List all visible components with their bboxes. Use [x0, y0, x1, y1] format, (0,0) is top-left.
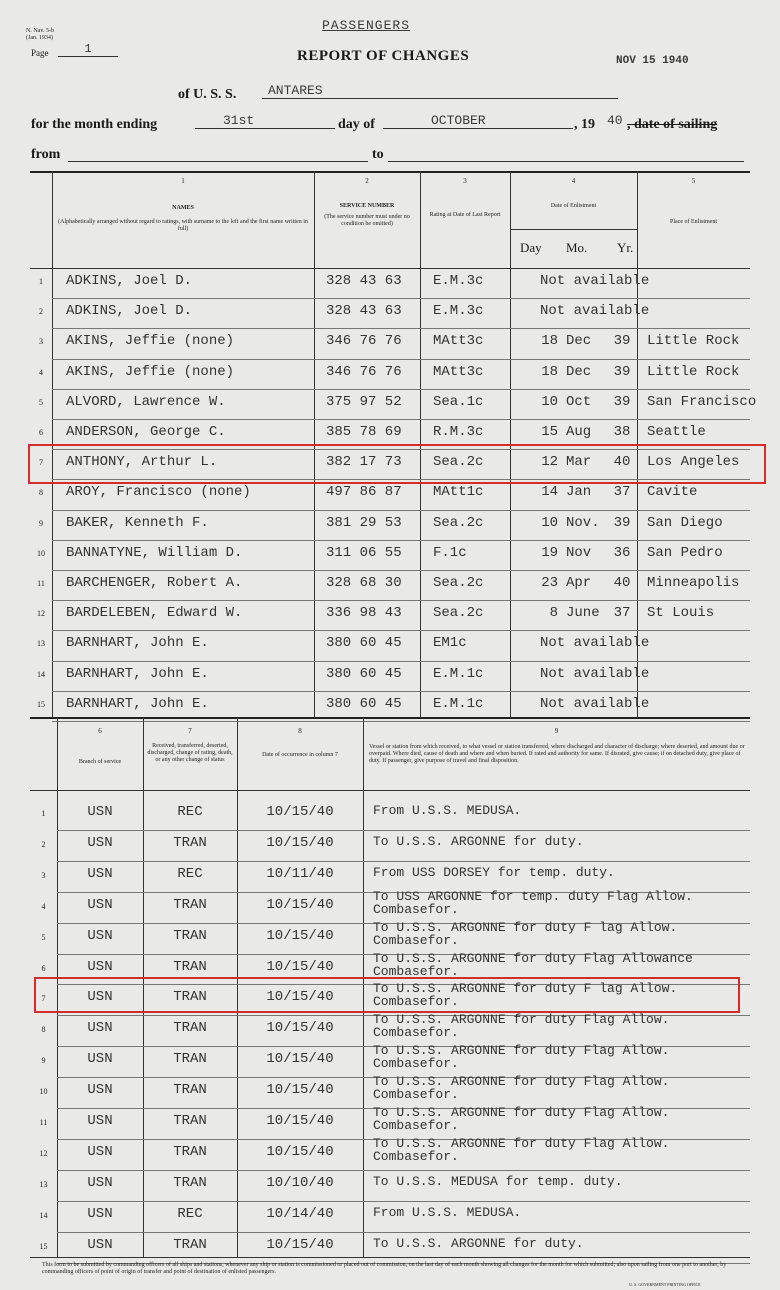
form-id: N. Nav. 5-b (Jan. 1934): [26, 28, 54, 41]
cell-mo: Nov.: [566, 514, 600, 531]
col2-subtitle: (The service number must under no condition be omitted): [324, 214, 410, 227]
cell-rating: Sea.2c: [433, 454, 484, 471]
row-divider: [57, 1232, 750, 1233]
ship-name: ANTARES: [262, 83, 618, 99]
cell-remark-continued: Combasefor.: [373, 901, 459, 917]
cell-day: 10: [541, 514, 558, 531]
cell-name: ADKINS, Joel D.: [66, 273, 193, 289]
cell-yr: 37: [613, 605, 631, 622]
cell-remark: From U.S.S. MEDUSA.: [373, 803, 522, 818]
cell-yr: 39: [613, 363, 631, 380]
cell-remark-continued: Combasefor.: [373, 1118, 459, 1133]
cell-na: Not available: [540, 665, 650, 682]
row-divider: [57, 861, 750, 862]
cell-remark-continued: Combasefor.: [373, 1148, 459, 1164]
cell-remark: To U.S.S. ARGONNE for duty.: [373, 833, 584, 849]
cell-svc: 380 60 45: [326, 695, 402, 712]
cell-rating: EM1c: [433, 635, 467, 652]
cell-branch: USN: [87, 1174, 113, 1191]
cell-n: 12: [39, 1148, 48, 1158]
row-divider: [52, 630, 750, 631]
cell-remark-continued: Combasefor.: [373, 994, 459, 1010]
cell-yr: 40: [613, 575, 631, 591]
cell-mo: Dec: [566, 333, 592, 350]
cell-branch: USN: [87, 989, 113, 1006]
cell-place: Cavite: [647, 484, 698, 501]
cell-status: TRAN: [173, 989, 207, 1006]
cell-yr: 39: [613, 393, 631, 410]
cell-n: 8: [41, 1025, 46, 1035]
cell-branch: USN: [87, 896, 113, 913]
cell-svc: 328 68 30: [326, 575, 402, 591]
cell-mo: Nov: [566, 544, 592, 561]
cell-remark: To U.S.S. ARGONNE for duty F lag Allow.: [373, 981, 678, 997]
cell-remark-continued: Combasefor.: [373, 963, 459, 979]
cell-rating: Sea.1c: [433, 393, 484, 410]
highlight-bottom-row-7: [34, 977, 740, 1013]
cell-date: 10/15/40: [266, 896, 334, 913]
row-divider: [57, 1201, 750, 1202]
year-prefix: , 19: [574, 117, 595, 132]
col8-title: Date of occurrence in column 7: [262, 752, 338, 758]
cell-branch: USN: [87, 1082, 113, 1099]
cell-name: AROY, Francisco (none): [66, 484, 251, 501]
cell-name: BAKER, Kenneth F.: [66, 514, 209, 531]
row-divider: [52, 359, 750, 360]
printer-mark: U. S. GOVERNMENT PRINTING OFFICE: [629, 1282, 701, 1287]
cell-place: St Louis: [647, 605, 715, 622]
cell-remark-continued: Combasefor.: [373, 1056, 459, 1072]
cell-remark-continued: Combasefor.: [373, 1087, 459, 1103]
cell-status: TRAN: [173, 1113, 207, 1129]
cell-status: TRAN: [173, 1236, 207, 1253]
col4-number: 4: [571, 177, 576, 185]
cell-mo: Jan: [566, 484, 592, 501]
cell-place: Little Rock: [647, 333, 740, 350]
cell-day: 18: [541, 363, 558, 380]
cell-remark: To U.S.S. ARGONNE for duty F lag Allow.: [373, 919, 678, 935]
cell-date: 10/14/40: [266, 1205, 334, 1222]
ship-label: of U. S. S.: [178, 87, 237, 102]
date-stamp: NOV 15 1940: [616, 55, 689, 67]
col8-number: 8: [298, 727, 302, 735]
cell-yr: 36: [613, 544, 631, 561]
cell-rating: MAtt3c: [433, 363, 484, 380]
cell-date: 10/15/40: [266, 927, 334, 944]
col5-number: 5: [691, 177, 696, 185]
cell-day: 15: [541, 424, 558, 440]
cell-name: BARNHART, John E.: [66, 695, 209, 712]
cell-name: AKINS, Jeffie (none): [66, 333, 235, 350]
cell-branch: USN: [87, 1113, 113, 1129]
cell-day: 10: [541, 393, 558, 410]
date-subheader-line: [510, 229, 637, 230]
month-value: OCTOBER: [383, 113, 573, 129]
cell-yr: 39: [613, 333, 631, 350]
cell-n: 10: [37, 548, 45, 558]
cell-svc: 346 76 76: [326, 333, 402, 350]
cell-svc: 380 60 45: [326, 665, 402, 682]
bottom-header-border: [30, 790, 750, 791]
row-divider: [52, 510, 750, 511]
row-divider: [57, 1170, 750, 1171]
cell-name: BARNHART, John E.: [66, 665, 209, 682]
col1-title: NAMES: [172, 205, 194, 211]
page-label: Page: [31, 48, 49, 58]
row-divider: [52, 600, 750, 601]
col6-number: 6: [98, 727, 102, 735]
cell-n: 5: [39, 397, 43, 407]
row-divider: [52, 540, 750, 541]
cell-day: 18: [541, 333, 558, 350]
cell-na: Not available: [540, 303, 650, 320]
cell-rating: E.M.3c: [433, 273, 484, 289]
cell-svc: 497 86 87: [326, 484, 402, 501]
cell-n: 8: [39, 488, 43, 498]
row-divider: [52, 691, 750, 692]
cell-name: BARNHART, John E.: [66, 635, 209, 652]
cell-n: 6: [39, 428, 43, 437]
cell-rating: R.M.3c: [433, 424, 484, 440]
row-divider: [52, 661, 750, 662]
sailing-label: , date of sailing: [627, 117, 718, 132]
from-label: from: [31, 147, 61, 162]
cell-name: ANTHONY, Arthur L.: [66, 454, 218, 471]
cell-status: REC: [177, 865, 203, 882]
footer-note: This form to be submitted by commanding officers of all ships and stations, whenever any ship or station is commissioned or placed out of commission, on the last day of each month showing all changes for the month for which submitted; also upon sailing from one port to another, by commanding officers of point of origin of transfer and point of destination of enlisted passengers.: [42, 1262, 727, 1275]
col7-number: 7: [188, 727, 192, 735]
cell-yr: 37: [613, 484, 631, 501]
cell-day: 14: [541, 484, 558, 501]
col7-title: Received, transferred, deserted, discharged, change of rating, death, or any other change of status: [147, 743, 233, 763]
cell-date: 10/15/40: [266, 804, 334, 820]
header-bottom-border: [30, 268, 750, 269]
footer-border: [30, 1257, 750, 1258]
cell-rating: Sea.2c: [433, 514, 484, 531]
cell-svc: 382 17 73: [326, 454, 402, 471]
cell-mo: Apr: [566, 575, 592, 591]
col6-title: Branch of service: [78, 759, 122, 765]
cell-n: 2: [41, 839, 46, 849]
cell-remark: To U.S.S. ARGONNE for duty.: [373, 1235, 584, 1251]
day-of-label: day of: [338, 117, 375, 132]
cell-status: TRAN: [173, 927, 207, 944]
col1-number: 1: [181, 177, 185, 185]
cell-svc: 311 06 55: [326, 544, 402, 561]
cell-svc: 385 78 69: [326, 424, 402, 440]
cell-mo: Aug: [566, 424, 592, 440]
cell-svc: 346 76 76: [326, 363, 402, 380]
day-value: 31st: [195, 113, 335, 129]
cell-name: BANNATYNE, William D.: [66, 544, 243, 561]
col4-month: Mo.: [566, 240, 588, 255]
table-top-border: [30, 171, 750, 173]
cell-status: TRAN: [173, 1020, 207, 1037]
cell-name: BARDELEBEN, Edward W.: [66, 605, 243, 622]
cell-rating: Sea.2c: [433, 605, 484, 622]
cell-date: 10/15/40: [266, 1143, 334, 1160]
cell-date: 10/15/40: [266, 834, 334, 851]
cell-rating: Sea.2c: [433, 575, 484, 591]
col2-number: 2: [365, 177, 369, 185]
cell-svc: 328 43 63: [326, 273, 402, 289]
cell-remark: To U.S.S. MEDUSA for temp. duty.: [373, 1173, 623, 1189]
cell-n: 9: [39, 518, 43, 528]
cell-na: Not available: [540, 635, 650, 652]
cell-n: 13: [37, 639, 45, 649]
row-divider: [52, 419, 750, 420]
cell-remark: To U.S.S. ARGONNE for duty Flag Allow.: [373, 1012, 670, 1028]
cell-mo: Oct: [566, 393, 592, 410]
cell-date: 10/15/40: [266, 989, 334, 1006]
cell-n: 4: [41, 901, 46, 911]
col2-title: SERVICE NUMBER: [339, 203, 395, 209]
cell-date: 10/15/40: [266, 1236, 334, 1253]
cell-date: 10/15/40: [266, 1020, 334, 1037]
col5-title: Place of Enlistment: [670, 219, 717, 225]
cell-status: TRAN: [173, 1143, 207, 1160]
cell-date: 10/10/40: [266, 1174, 334, 1191]
cell-status: TRAN: [173, 896, 207, 913]
cell-rating: E.M.1c: [433, 665, 484, 682]
row-divider: [52, 298, 750, 299]
cell-place: San Pedro: [647, 544, 723, 561]
cell-branch: USN: [87, 1205, 113, 1222]
cell-remark-continued: Combasefor.: [373, 1025, 459, 1041]
cell-n: 9: [41, 1056, 46, 1066]
col4-title: Date of Enlistment: [550, 203, 597, 209]
cell-status: TRAN: [173, 834, 207, 851]
cell-n: 2: [39, 307, 43, 317]
cell-branch: USN: [87, 1236, 113, 1253]
cell-n: 11: [39, 1118, 48, 1127]
cell-place: San Diego: [647, 514, 723, 531]
to-line: [388, 161, 744, 162]
cell-status: TRAN: [173, 1082, 207, 1099]
cell-place: Minneapolis: [647, 575, 740, 591]
cell-svc: 380 60 45: [326, 635, 402, 652]
cell-name: ALVORD, Lawrence W.: [66, 393, 226, 410]
cell-branch: USN: [87, 834, 113, 851]
cell-name: AKINS, Jeffie (none): [66, 363, 235, 380]
cell-name: ADKINS, Joel D.: [66, 303, 193, 320]
cell-branch: USN: [87, 865, 113, 882]
cell-date: 10/11/40: [266, 865, 334, 882]
cell-n: 7: [41, 994, 46, 1004]
cell-place: San Francisco: [647, 393, 757, 410]
row-divider: [52, 389, 750, 390]
cell-rating: E.M.1c: [433, 695, 484, 712]
cell-mo: June: [566, 605, 600, 622]
row-divider: [57, 830, 750, 831]
cell-mo: Mar: [566, 454, 592, 471]
cell-remark: To U.S.S. ARGONNE for duty Flag Allow.: [373, 1105, 670, 1120]
cell-n: 1: [41, 809, 46, 818]
cell-date: 10/15/40: [266, 1082, 334, 1099]
cell-branch: USN: [87, 1143, 113, 1160]
cell-yr: 40: [613, 454, 631, 471]
year-value: 40: [607, 113, 623, 128]
cell-status: TRAN: [173, 1174, 207, 1191]
passengers-stamp: PASSENGERS: [322, 18, 411, 33]
cell-remark: To U.S.S. ARGONNE for duty Flag Allowance: [373, 950, 693, 966]
cell-n: 15: [39, 1241, 48, 1251]
cell-remark: To U.S.S. ARGONNE for duty Flag Allow.: [373, 1074, 670, 1090]
cell-n: 4: [39, 367, 43, 377]
cell-svc: 375 97 52: [326, 393, 402, 410]
cell-branch: USN: [87, 958, 113, 975]
row-divider: [52, 570, 750, 571]
cell-yr: 39: [613, 514, 631, 531]
cell-n: 3: [41, 870, 46, 880]
col3-title: Rating at Date of Last Report: [429, 212, 501, 218]
col9-number: 9: [554, 727, 559, 735]
cell-branch: USN: [87, 1020, 113, 1037]
from-line: [68, 161, 368, 162]
cell-n: 6: [41, 963, 46, 973]
cell-date: 10/15/40: [266, 958, 334, 975]
cell-rating: E.M.3c: [433, 303, 484, 320]
cell-svc: 381 29 53: [326, 514, 402, 531]
cell-rating: F.1c: [433, 544, 467, 561]
cell-n: 12: [37, 609, 45, 619]
cell-yr: 38: [613, 424, 631, 440]
cell-n: 7: [39, 458, 43, 468]
cell-day: 8: [549, 605, 558, 622]
cell-branch: USN: [87, 1051, 113, 1068]
cell-n: 14: [37, 669, 45, 679]
cell-mo: Dec: [566, 363, 592, 380]
cell-status: REC: [177, 1205, 203, 1222]
cell-svc: 336 98 43: [326, 605, 402, 622]
cell-remark: To U.S.S. ARGONNE for duty Flag Allow.: [373, 1043, 670, 1059]
cell-n: 10: [39, 1087, 48, 1097]
cell-n: 3: [39, 337, 43, 347]
cell-remark: To USS ARGONNE for temp. duty Flag Allow.: [373, 888, 693, 904]
cell-n: 5: [41, 932, 46, 942]
col4-year: Yr.: [617, 240, 634, 255]
row-divider: [52, 721, 750, 722]
cell-rating: MAtt1c: [433, 484, 484, 501]
bottom-table-top-border: [30, 717, 750, 719]
cell-branch: USN: [87, 927, 113, 944]
highlight-top-row-7: [28, 444, 766, 484]
cell-name: ANDERSON, George C.: [66, 424, 226, 440]
page-title: REPORT OF CHANGES: [297, 48, 470, 64]
col1-subtitle: (Alphabetically arranged without regard to ratings, with surname to the left and the first name written in full): [58, 219, 308, 232]
cell-day: 23: [541, 575, 558, 591]
cell-date: 10/15/40: [266, 1113, 334, 1129]
cell-na: Not available: [540, 273, 650, 289]
cell-remark: From U.S.S. MEDUSA.: [373, 1204, 522, 1220]
cell-n: 15: [37, 699, 45, 709]
cell-n: 14: [39, 1210, 48, 1220]
cell-day: 19: [541, 544, 558, 561]
cell-status: TRAN: [173, 958, 207, 975]
cell-place: Little Rock: [647, 363, 740, 380]
cell-status: TRAN: [173, 1051, 207, 1068]
cell-remark-continued: Combasefor.: [373, 932, 459, 948]
cell-day: 12: [541, 454, 558, 471]
cell-n: 11: [37, 579, 45, 588]
col4-day: Day: [520, 240, 542, 255]
cell-svc: 328 43 63: [326, 303, 402, 320]
cell-rating: MAtt3c: [433, 333, 484, 350]
cell-remark: From USS DORSEY for temp. duty.: [373, 864, 615, 880]
cell-date: 10/15/40: [266, 1051, 334, 1068]
cell-branch: USN: [87, 804, 113, 820]
row-divider: [52, 328, 750, 329]
page-number: 1: [58, 42, 118, 57]
cell-n: 1: [39, 277, 43, 286]
month-label: for the month ending: [31, 117, 158, 132]
cell-place: Los Angeles: [647, 454, 740, 471]
col3-number: 3: [463, 177, 467, 185]
cell-remark: To U.S.S. ARGONNE for duty Flag Allow.: [373, 1135, 670, 1151]
cell-name: BARCHENGER, Robert A.: [66, 575, 243, 591]
to-label: to: [372, 147, 384, 162]
cell-status: REC: [177, 804, 203, 820]
col9-title: Vessel or station from which received, to what vessel or station transferred, where discharged and character of discharge; where deserted, and amount due or overpaid. Where died, cause of death and where and when buried. If rated and authority for same. If disrated, give cause; if on detached duty, give place of duty. If passenger, give purpose of travel and final disposition.: [369, 744, 745, 764]
cell-n: 13: [39, 1179, 48, 1189]
cell-place: Seattle: [647, 424, 706, 440]
cell-na: Not available: [540, 695, 650, 712]
